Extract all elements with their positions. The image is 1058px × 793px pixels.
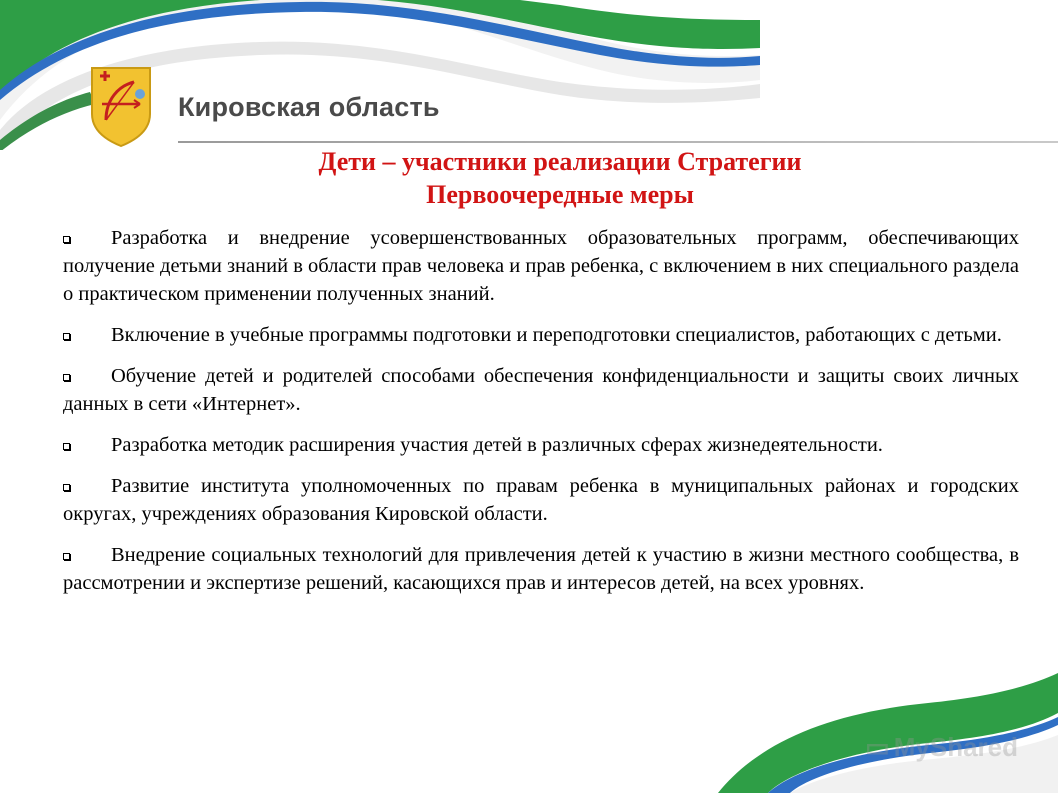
list-item	[63, 541, 1019, 597]
square-bullet-icon	[63, 553, 70, 560]
list-item	[63, 362, 1019, 418]
square-bullet-icon	[63, 484, 70, 491]
square-bullet-icon	[63, 374, 70, 381]
list-item-text: Включение в учебные программы подготовки и переподготовки специалистов, работающих с детьми.	[111, 324, 1002, 346]
list-item-text: Развитие института уполномоченных по правам ребенка в муниципальных районах и городских округах, учреждениях образования Кировской области.	[63, 475, 1019, 525]
slide-title-line2: Первоочередные меры	[426, 180, 694, 209]
list-item	[63, 472, 1019, 528]
square-bullet-icon	[63, 333, 70, 340]
list-item	[63, 321, 1019, 349]
measures-list	[63, 224, 1019, 610]
watermark-text: MyShared	[893, 732, 1018, 762]
presentation-screen-icon: ▭	[865, 732, 890, 762]
square-bullet-icon	[63, 443, 70, 450]
list-item-text: Разработка и внедрение усовершенствованных образовательных программ, обеспечивающих получение детьми знаний в области прав человека и прав ребенка, с включением в них специального раздела о практическом применении полученных знаний.	[63, 227, 1019, 305]
kirov-coat-of-arms	[88, 64, 154, 148]
list-item	[63, 431, 1019, 459]
square-bullet-icon	[63, 236, 70, 243]
watermark	[865, 732, 1018, 763]
list-item-text: Обучение детей и родителей способами обеспечения конфиденциальности и защиты своих личных данных в сети «Интернет».	[63, 365, 1019, 415]
list-item-text: Внедрение социальных технологий для привлечения детей к участию в жизни местного сообщества, в рассмотрении и экспертизе решений, касающихся прав и интересов детей, на всех уровнях.	[63, 544, 1019, 594]
list-item	[63, 224, 1019, 308]
region-title: Кировская область	[178, 92, 440, 122]
header-divider	[178, 141, 1058, 143]
list-item-text: Разработка методик расширения участия детей в различных сферах жизнедеятельности.	[111, 434, 883, 456]
slide-title-line1: Дети – участники реализации Стратегии	[318, 147, 802, 176]
